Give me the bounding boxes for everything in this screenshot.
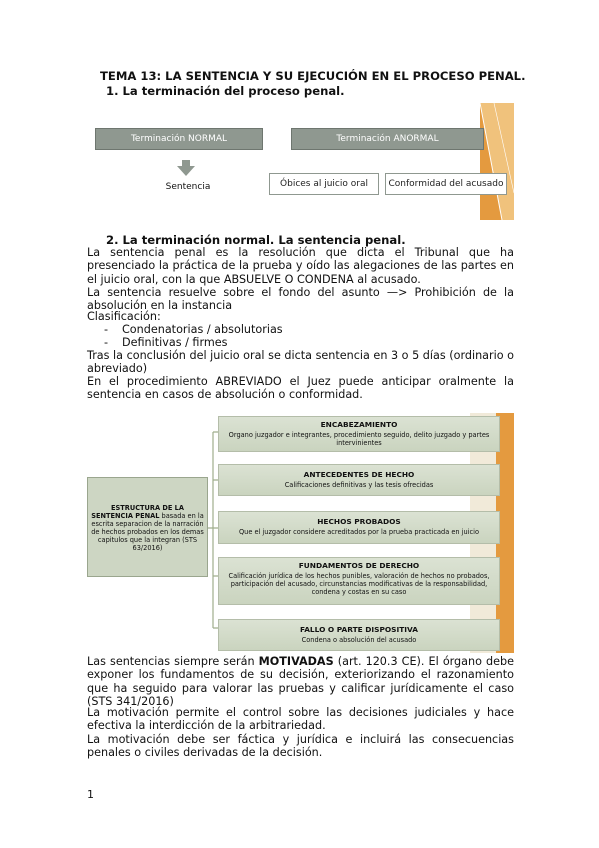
paragraph-factual-legal: La motivación debe ser fáctica y jurídica e incluirá las consecuencias penales o civiles derivadas de la decisión.	[87, 733, 514, 760]
bullet-item: Condenatorias / absolutorias	[122, 323, 283, 336]
paragraph-control: La motivación permite el control sobre las decisiones judiciales y hace efectiva la interdicción de la arbitrariedad.	[87, 706, 514, 733]
structure-box-title: FUNDAMENTOS DE DERECHO	[298, 561, 420, 570]
structure-box-facts	[218, 511, 500, 544]
motivated-text-start: Las sentencias siempre serán	[87, 655, 259, 668]
down-arrow-icon	[177, 160, 195, 176]
paragraph-deadline: Tras la conclusión del juicio oral se dicta sentencia en 3 o 5 días (ordinario o abreviado)	[87, 349, 514, 376]
structure-box-text: Calificaciones definitivas y las tesis ofrecidas	[284, 481, 434, 489]
structure-box-law	[218, 557, 500, 605]
structure-box-title: ENCABEZAMIENTO	[320, 420, 398, 429]
structure-box-title: ANTECEDENTES DE HECHO	[303, 470, 415, 479]
structure-box-text: Calificación jurídica de los hechos punibles, valoración de hechos no probados, participación del acusado, circunstancias modificativas de la responsabilidad, condena y costas en su caso	[228, 572, 490, 596]
sentence-label: Sentencia	[165, 182, 211, 192]
section-heading-1: 1. La terminación del proceso penal.	[106, 84, 345, 98]
structure-box-title: HECHOS PROBADOS	[317, 517, 401, 526]
abnormal-termination-box: Terminación ANORMAL	[291, 128, 484, 150]
bullet-marker: -	[104, 323, 109, 336]
paragraph-abbreviated: En el procedimiento ABREVIADO el Juez puede anticipar oralmente la sentencia en casos de absolución o conformidad.	[87, 375, 514, 402]
paragraph-merits: La sentencia resuelve sobre el fondo del asunto —> Prohibición de la absolución en la instancia	[87, 286, 514, 313]
paragraph-definition: La sentencia penal es la resolución que dicta el Tribunal que ha presenciado la práctica de la prueba y oído las alegaciones de las partes en el juicio oral, con la que ABSUELVE O CONDENA al acusado.	[87, 246, 514, 286]
structure-box-text: Organo juzgador e integrantes, procedimiento seguido, delito juzgado y partes intervinientes	[228, 431, 490, 447]
motivated-text-end: (art. 120.3 CE). El órgano debe exponer los fundamentos de su decisión, exteriorizando el razonamiento que ha seguido para valorar las pruebas y calificar jurídicamente el caso (STS 341/2016)	[87, 655, 515, 708]
structure-summary-box	[87, 477, 208, 577]
structure-box-heading	[218, 416, 500, 452]
motivated-keyword: MOTIVADAS	[258, 655, 334, 668]
paragraph-motivated	[87, 655, 514, 708]
classification-label: Clasificación:	[87, 310, 161, 323]
structure-box-text: Condena o absolución del acusado	[301, 636, 417, 644]
diagram-decoration	[480, 103, 514, 220]
structure-summary-text: basada en la escrita separacion de la narración de hechos probados en los demas capitulos que la integran (STS 63/2016)	[91, 512, 204, 552]
document-title: TEMA 13: LA SENTENCIA Y SU EJECUCIÓN EN EL PROCESO PENAL.	[100, 69, 526, 83]
section-heading-2: 2. La terminación normal. La sentencia penal.	[106, 233, 406, 247]
structure-box-ruling	[218, 619, 500, 651]
structure-box-text: Que el juzgador considere acreditados por la prueba practicada en juicio	[238, 528, 480, 536]
conformity-box: Conformidad del acusado	[385, 173, 507, 195]
obstacles-box: Óbices al juicio oral	[269, 173, 379, 195]
bullet-item: Definitivas / firmes	[122, 336, 228, 349]
normal-termination-box: Terminación NORMAL	[95, 128, 263, 150]
structure-box-background	[218, 464, 500, 496]
structure-summary-title: ESTRUCTURA DE LA SENTENCIA PENAL	[91, 504, 184, 520]
structure-box-title: FALLO O PARTE DISPOSITIVA	[300, 625, 418, 634]
bullet-marker: -	[104, 336, 109, 349]
page-number: 1	[87, 788, 94, 801]
